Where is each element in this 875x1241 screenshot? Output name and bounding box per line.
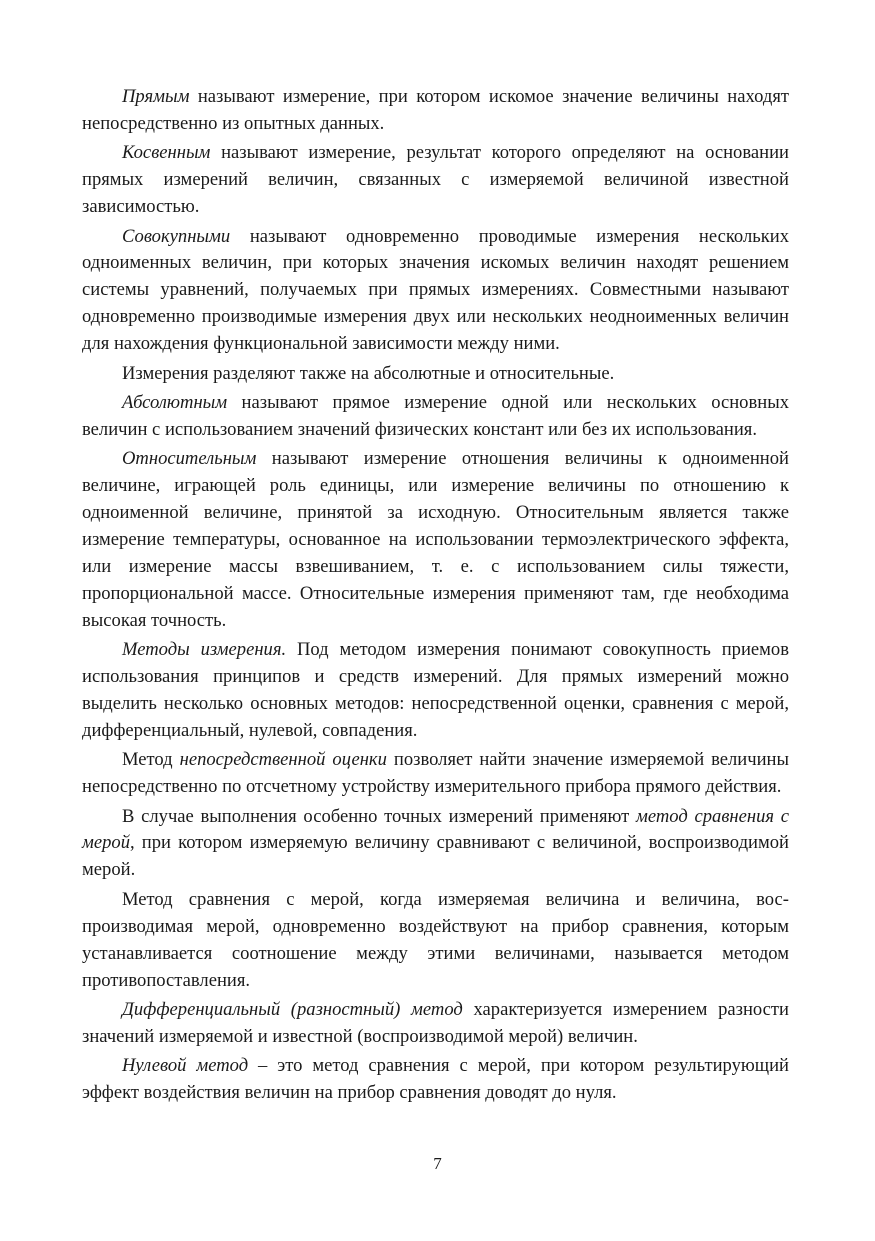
paragraph	[82, 997, 789, 1053]
text-run: называют измерение, результат которого определяют на основании прямых измерений величин, связанных с измеряемой величиной известной зависимостью.	[82, 142, 789, 218]
italic-term: метод сравнения с мерой	[82, 805, 789, 854]
text-run: характеризуется измерением разности значений измеряемой и известной (воспроизводимой мерой) величин.	[82, 998, 790, 1047]
text-run: – это метод сравнения с мерой, при котором результирующий эффект воздействия величин на прибор сравнения доводят до нуля.	[82, 1055, 789, 1104]
paragraph	[82, 84, 789, 140]
paragraph	[82, 747, 789, 803]
italic-term: Нулевой метод	[122, 1055, 249, 1077]
paragraph	[82, 804, 789, 887]
text-run: , при котором измеряемую величину сравнивают с величиной, воспроизводимой мерой.	[82, 832, 789, 881]
italic-term: Методы измерения.	[122, 639, 287, 661]
italic-term: Прямым	[122, 86, 190, 107]
text-run: Измерения разделяют также на абсолютные и относительные.	[122, 362, 615, 384]
text-run: называют измерение, при котором искомое значение величины находят непосредственно из опытных данных.	[82, 86, 789, 134]
page-number: 7	[433, 1154, 442, 1173]
text-run: Метод	[122, 749, 180, 771]
text-run: Под методом измерения понимают совокупность приемов использования принципов и средств измерений. Для прямых измерений можно выделить несколько основных методов: непосредственной оценки, сравнения с мерой, дифференциальный, нулевой, совпадения.	[82, 639, 789, 741]
italic-term: Дифференциальный (разностный) метод	[122, 998, 463, 1020]
page-body	[82, 84, 789, 1110]
paragraph	[82, 361, 789, 390]
text-run: В случае выполнения особенно точных измерений применяют	[122, 805, 636, 827]
paragraph	[82, 390, 789, 446]
italic-term: Косвенным	[122, 142, 211, 164]
text-run: Метод сравнения с мерой, когда измеряемая величина и величина, воспроизводимая мерой, одновременно воздействуют на прибор сравнения, которым устанавливается соотношение между этими величинами, называется методом противопоставления.	[82, 888, 789, 991]
italic-term: Совокупными	[122, 225, 231, 247]
paragraph	[82, 1053, 789, 1109]
paragraph	[82, 637, 789, 747]
italic-term: непосредственной оценки	[179, 749, 387, 771]
text-run: называют прямое измерение одной или нескольких основных величин с использованием значений физических констант или без их использования.	[82, 391, 789, 440]
paragraph	[82, 140, 789, 223]
paragraph	[82, 446, 789, 637]
paragraph	[82, 887, 789, 997]
text-run: позволяет найти значение измеряемой величины непосредственно по отсчетному устройству измерительного прибора прямого действия.	[82, 749, 790, 798]
text-run: называют одновременно проводимые измерения нескольких одноименных величин, при которых значения искомых величин находят решением системы уравнений, получаемых при прямых измерениях. Совместными называют одновременно производимые измерения двух или нескольких неодноименных величин для нахождения функциональной зависимости между ними.	[82, 225, 789, 355]
text-run: называют измерение отношения величины к одноименной величине, играющей роль единицы, или измерение величины по отношению к одноименной величине, принятой за исходную. Относительным является также измерение температуры, основанное на использовании термоэлектрического эффекта, или измерение массы взвешиванием, т. е. с использованием силы тяжести, пропорциональной массе. Относительные измерения применяют там, где необходима высокая точность.	[82, 448, 789, 631]
italic-term: Абсолютным	[122, 391, 228, 413]
paragraph	[82, 224, 789, 361]
italic-term: Относительным	[122, 448, 257, 470]
